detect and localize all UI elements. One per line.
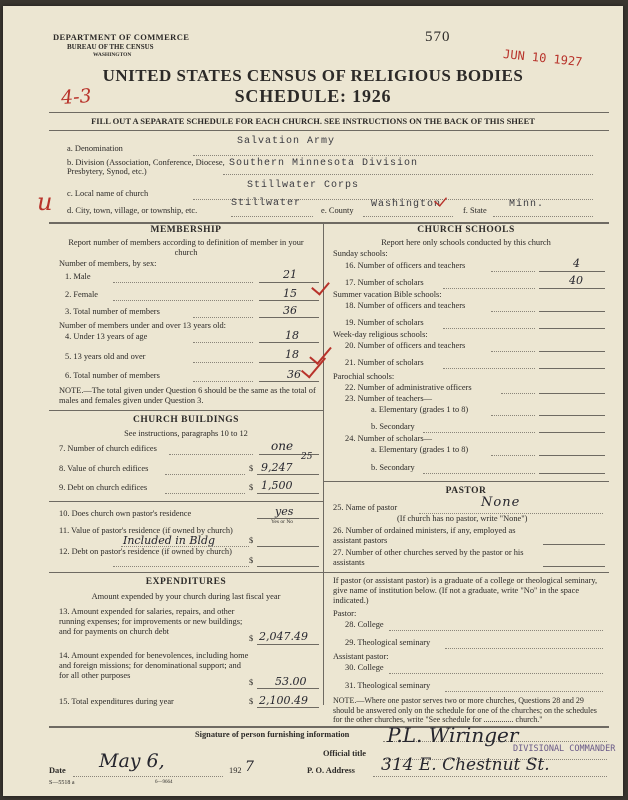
form-number: S—5518 a [49,780,75,786]
q5-over13-label: 5. 13 years old and over [65,352,146,361]
official-title-value: DIVISIONAL COMMANDER [513,744,616,754]
q8-dollar: $ [249,464,254,473]
q31-label: 31. Theological seminary [345,681,431,690]
local-name-label: c. Local name of church [67,189,149,198]
membership-intro: Report number of members according to definition of member in your church [68,238,304,257]
q9-value: 1,500 [261,479,293,492]
q23-label: 23. Number of teachers— [345,394,432,403]
buildings-title: CHURCH BUILDINGS [133,415,239,425]
date-year-digit: 7 [245,759,254,775]
buildings-intro: See instructions, paragraphs 10 to 12 [124,429,248,438]
signature-value: P.L. Wiringer [387,723,519,747]
division-label: b. Division (Association, Conference, Diocese, Presbytery, Synod, etc.) [67,158,225,176]
summer-schools: Summer vacation Bible schools: [333,290,442,299]
q3-total-label: 3. Total number of members [65,307,160,316]
q1-male-label: 1. Male [65,272,91,281]
q11-dollar: $ [249,536,254,545]
pastor-sub-label: Pastor: [333,609,357,618]
q13-label: 13. Amount expended for salaries, repairs, and other running expenses; for improvements or new buildings; and for payments on church debt [59,607,243,636]
county-value: Washington [371,199,442,210]
q2-check-mark [311,276,330,295]
date-year: 192 [229,766,242,775]
q23b-label: b. Secondary [371,422,415,431]
form-instruction: FILL OUT A SEPARATE SCHEDULE FOR EACH CHURCH. SEE INSTRUCTIONS ON THE BACK OF THIS SHEET [91,116,535,126]
address-label: P. O. Address [307,766,355,775]
q2-female-label: 2. Female [65,290,99,299]
q14-dollar: $ [249,678,254,687]
q8-cents: 25 [301,452,313,462]
address-value: 314 E. Chestnut St. [381,755,550,775]
parochial-schools: Parochial schools: [333,372,395,381]
division-value: Southern Minnesota Division [229,158,419,169]
expenditures-title: EXPENDITURES [145,577,227,587]
q8-value: 9,247 [261,461,293,474]
q29-label: 29. Theological seminary [345,638,431,647]
city-value: Stillwater [231,198,302,209]
q24b-label: b. Secondary [371,463,415,472]
state-value: Minn. [509,199,545,210]
red-annotation: 4-3 [60,84,93,110]
q18-label: 18. Number of officers and teachers [345,301,466,310]
q10-residence-label: 10. Does church own pastor's residence [59,509,192,518]
assistant-sub-label: Assistant pastor: [333,652,389,661]
q23a-label: a. Elementary (grades 1 to 8) [371,405,469,414]
received-stamp: JUN 10 1927 [502,46,583,70]
membership-note: NOTE.—The total given under Question 6 should be the same as the total of males and females given under Question 3. [59,386,316,405]
q17-value: 40 [569,274,583,287]
q30-label: 30. College [345,663,384,672]
q12-label: 12. Debt on pastor's residence (if owned by church) [59,547,232,556]
pastor-title: PASTOR [445,486,487,496]
q7-edifices-label: 7. Number of church edifices [59,444,157,453]
red-u-annotation: u [37,188,53,216]
q9-dollar: $ [249,483,254,492]
graduate-instruction: If pastor (or assistant pastor) is a graduate of a college or theological seminary, give name of institution below. (If not a graduate, write "No" in the space indicated.) [333,576,598,605]
form-title: UNITED STATES CENSUS OF RELIGIOUS BODIES [102,66,524,85]
q1-male-value: 21 [283,268,297,281]
q4-under13-value: 18 [285,329,299,342]
q12-dollar: $ [249,556,254,565]
q28-label: 28. College [345,620,384,629]
q7-edifices-value: one [271,439,294,453]
state-label: f. State [463,206,487,215]
q6-total-label: 6. Total number of members [65,371,160,380]
q4-under13-label: 4. Under 13 years of age [65,332,148,341]
sunday-schools: Sunday schools: [333,249,388,258]
q8-value-label: 8. Value of church edifices [59,464,149,473]
schools-intro: Report here only schools conducted by this church [381,238,551,247]
official-title-label: Official title [323,749,367,758]
local-name-value: Stillwater Corps [247,180,360,191]
q11-label: 11. Value of pastor's residence (if owned by church) [59,526,233,535]
denomination-value: Salvation Army [237,136,336,147]
q14-label: 14. Amount expended for benevolences, including home and foreign missions; for denominational support; and for all other purposes [59,651,249,680]
q11-value: Included in Bldg [123,534,216,547]
q24a-label: a. Elementary (grades 1 to 8) [371,445,469,454]
age-header: Number of members under and over 13 years old: [59,321,226,330]
members-by-sex: Number of members, by sex: [59,259,157,268]
form-subtitle: SCHEDULE: 1926 [234,86,392,106]
q2-female-value: 15 [283,287,297,300]
census-schedule-page [3,6,623,796]
q17-label: 17. Number of scholars [345,278,424,287]
q16-value: 4 [573,257,580,270]
membership-title: MEMBERSHIP [150,225,222,235]
q27-label: 27. Number of other churches served by the pastor or his assistants [333,548,524,567]
weekday-schools: Week-day religious schools: [333,330,428,339]
q3-total-value: 36 [283,304,297,317]
q22-label: 22. Number of administrative officers [345,383,472,392]
q10-hint: Yes or No [271,519,294,525]
expenditures-intro: Amount expended by your church during last fiscal year [91,592,281,601]
bureau-city: WASHINGTON [93,52,132,58]
q6-total-value: 36 [287,368,301,381]
schedule-number: 570 [425,29,451,45]
q20-label: 20. Number of officers and teachers [345,341,466,350]
pastor-note: NOTE.—Where one pastor serves two or more churches, Questions 28 and 29 should be answered only on the schedule for one of the churches; on the schedules for the other churches, write "See schedule for ............... church." [333,696,597,724]
q15-value: 2,100.49 [259,694,308,707]
q15-dollar: $ [249,697,254,706]
dept-name: DEPARTMENT OF COMMERCE [53,32,190,42]
q25-value: None [481,495,521,510]
q14-value: 53.00 [275,675,307,688]
q5-over13-value: 18 [285,348,299,361]
denomination-label: a. Denomination [67,144,123,153]
q24-label: 24. Number of scholars— [345,434,432,443]
q13-value: 2,047.49 [259,630,308,643]
q21-label: 21. Number of scholars [345,358,424,367]
q25-hint: (If church has no pastor, write "None") [397,514,528,523]
q10-value: yes [275,505,294,518]
q19-label: 19. Number of scholars [345,318,424,327]
date-label: Date [49,766,66,775]
q25-label: 25. Name of pastor [333,503,398,512]
q13-dollar: $ [249,634,254,643]
print-mark: 6—9664 [155,780,173,785]
city-label: d. City, town, village, or township, etc. [67,206,198,215]
q9-debt-label: 9. Debt on church edifices [59,483,148,492]
schools-title: CHURCH SCHOOLS [417,225,515,235]
signature-label: Signature of person furnishing information [195,730,350,739]
county-label: e. County [321,206,354,215]
bureau-name: BUREAU OF THE CENSUS [67,43,154,51]
q26-label: 26. Number of ordained ministers, if any, employed as assistant pastors [333,526,516,545]
q15-label: 15. Total expenditures during year [59,697,174,706]
q16-label: 16. Number of officers and teachers [345,261,466,270]
date-value: May 6, [99,750,165,772]
